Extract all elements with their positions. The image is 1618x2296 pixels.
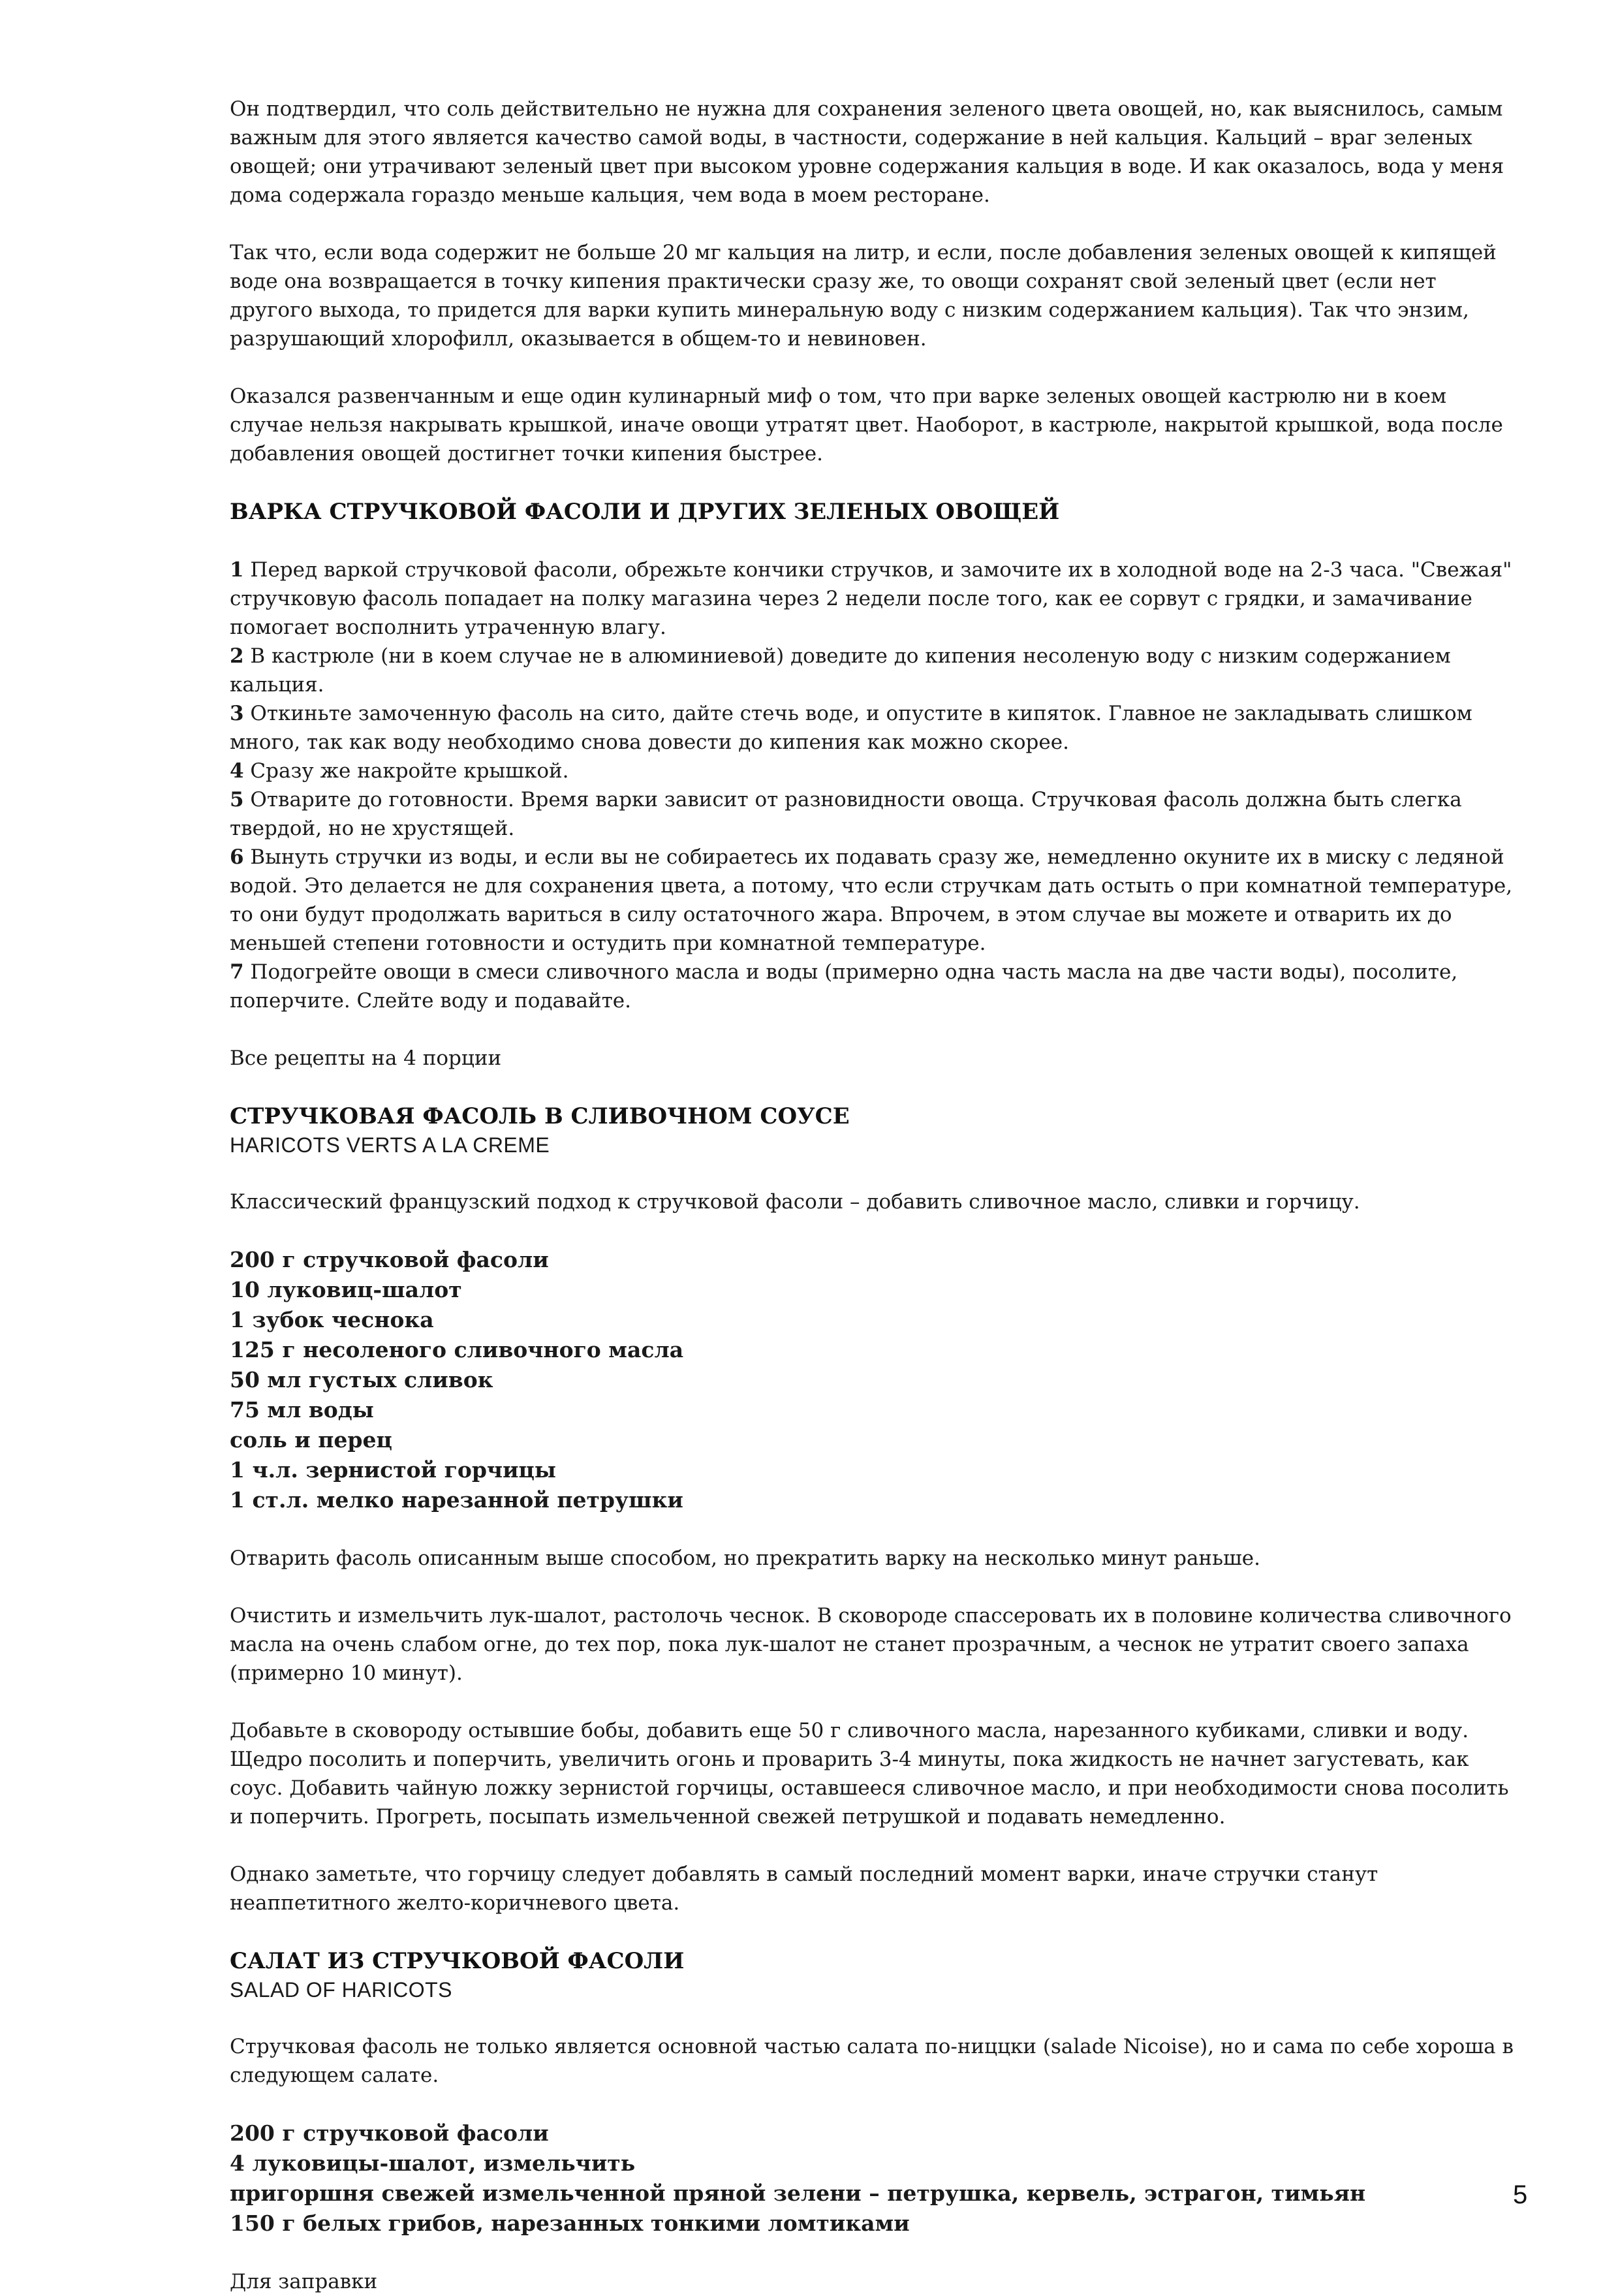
step-text: Сразу же накройте крышкой. <box>243 759 569 783</box>
ingredient-item: 1 ст.л. мелко нарезанной петрушки <box>230 1487 683 1513</box>
recipe-2-ingredients <box>230 2118 1528 2239</box>
ingredient-item: 50 мл густых сливок <box>230 1367 493 1392</box>
document-page <box>230 95 1528 2296</box>
step-number: 2 <box>230 644 244 668</box>
step-number: 7 <box>230 960 244 984</box>
recipe-1-title: СТРУЧКОВАЯ ФАСОЛЬ В СЛИВОЧНОМ СОУСЕ <box>230 1103 850 1129</box>
recipe-1-method-1: Отварить фасоль описанным выше способом, но прекратить варку на несколько минут раньше. <box>230 1547 1260 1570</box>
step-text: Вынуть стручки из воды, и если вы не собираетесь их подавать сразу же, немедленно окуните их в миску с ледяной водой. Это делается не для сохранения цвета, а потому, что если стручкам дать остыть о при комнатной температуре, то они будут продолжать вариться в силу остаточного жара. Впрочем, в этом случае вы можете и отварить их до меньшей степени готовности и остудить при комнатной температуре. <box>230 845 1513 955</box>
ingredient-item: 150 г белых грибов, нарезанных тонкими ломтиками <box>230 2210 910 2236</box>
step-6 <box>230 843 1525 958</box>
recipe-2-subtitle: SALAD OF HARICOTS <box>230 1978 452 2002</box>
step-1 <box>230 556 1525 642</box>
step-number: 3 <box>230 702 244 725</box>
recipe-1-method-2: Очистить и измельчить лук-шалот, растолочь чеснок. В сковороде спассеровать их в половине количества сливочного масла на очень слабом огне, до тех пор, пока лук-шалот не станет прозрачным, а чеснок не утратит своего запаха (примерно 10 минут). <box>230 1604 1512 1685</box>
page-number: 5 <box>1513 2180 1528 2209</box>
step-5 <box>230 785 1525 843</box>
ingredient-item: 200 г стручковой фасоли <box>230 2120 549 2146</box>
dressing-label: Для заправки <box>230 2270 378 2293</box>
step-text: Перед варкой стручковой фасоли, обрежьте кончики стручков, и замочите их в холодной воде на 2-3 часа. "Свежая" стручковую фасоль попадает на полку магазина через 2 недели после того, как ее сорвут с грядки, и замачивание помогает восполнить утраченную влагу. <box>230 558 1512 639</box>
ingredient-item: 1 ч.л. зернистой горчицы <box>230 1457 557 1483</box>
ingredient-item: 1 зубок чеснока <box>230 1307 434 1332</box>
ingredient-item: 4 луковицы-шалот, измельчить <box>230 2150 636 2176</box>
intro-paragraph-1: Он подтвердил, что соль действительно не нужна для сохранения зеленого цвета овощей, но, как выяснилось, самым важным для этого является качество самой воды, в частности, содержание в ней кальция. Кальций – враг зеленых овощей; они утрачивают зеленый цвет при высоком уровне содержания кальция в воде. И как оказалось, вода у меня дома содержала гораздо меньше кальция, чем вода в моем ресторане. <box>230 97 1504 207</box>
recipe-1-subtitle: HARICOTS VERTS A LA CREME <box>230 1133 550 1157</box>
ingredient-item: 125 г несоленого сливочного масла <box>230 1337 684 1362</box>
section-heading-cooking: ВАРКА СТРУЧКОВОЙ ФАСОЛИ И ДРУГИХ ЗЕЛЕНЫХ ОВОЩЕЙ <box>230 499 1060 525</box>
step-number: 6 <box>230 845 244 869</box>
ingredient-item: пригоршня свежей измельченной пряной зелени – петрушка, кервель, эстрагон, тимьян <box>230 2180 1366 2206</box>
step-2 <box>230 642 1525 699</box>
cooking-steps-list <box>230 556 1525 1015</box>
recipe-1-header <box>230 1101 1525 1159</box>
ingredient-item: 200 г стручковой фасоли <box>230 1247 549 1272</box>
step-text: Отварите до готовности. Время варки зависит от разновидности овоща. Стручковая фасоль должна быть слегка твердой, но не хрустящей. <box>230 788 1462 840</box>
step-number: 5 <box>230 788 244 811</box>
step-4 <box>230 757 1525 785</box>
ingredient-item: соль и перец <box>230 1427 392 1453</box>
intro-paragraph-3: Оказался развенчанным и еще один кулинарный миф о том, что при варке зеленых овощей кастрюлю ни в коем случае нельзя накрывать крышкой, иначе овощи утратят цвет. Наоборот, в кастрюле, накрытой крышкой, вода после добавления овощей достигнет точки кипения быстрее. <box>230 385 1503 465</box>
step-3 <box>230 699 1525 757</box>
step-7 <box>230 958 1525 1015</box>
ingredient-item: 75 мл воды <box>230 1397 374 1423</box>
recipe-1-intro: Классический французский подход к стручковой фасоли – добавить сливочное масло, сливки и горчицу. <box>230 1190 1360 1214</box>
intro-paragraph-2: Так что, если вода содержит не больше 20 мг кальция на литр, и если, после добавления зеленых овощей к кипящей воде она возвращается в точку кипения практически сразу же, то овощи сохранят свой зеленый цвет (если нет другого выхода, то придется для варки купить минеральную воду с низким содержанием кальция). Так что энзим, разрушающий хлорофилл, оказывается в общем-то и невиновен. <box>230 241 1497 351</box>
step-number: 4 <box>230 759 244 783</box>
recipe-2-title: САЛАТ ИЗ СТРУЧКОВОЙ ФАСОЛИ <box>230 1948 685 1974</box>
ingredient-item: 10 луковиц-шалот <box>230 1277 462 1302</box>
recipe-2-intro: Стручковая фасоль не только является основной частью салата по-ниццки (salade Nicoise), но и сама по себе хороша в следующем салате. <box>230 2035 1514 2087</box>
portions-note: Все рецепты на 4 порции <box>230 1046 502 1070</box>
step-text: Откиньте замоченную фасоль на сито, дайте стечь воде, и опустите в кипяток. Главное не закладывать слишком много, так как воду необходимо снова довести до кипения как можно скорее. <box>230 702 1472 754</box>
recipe-1-method-4: Однако заметьте, что горчицу следует добавлять в самый последний момент варки, иначе стручки станут неаппетитного желто-коричневого цвета. <box>230 1863 1378 1915</box>
step-text: В кастрюле (ни в коем случае не в алюминиевой) доведите до кипения несоленую воду с низким содержанием кальция. <box>230 644 1451 697</box>
step-number: 1 <box>230 558 244 582</box>
step-text: Подогрейте овощи в смеси сливочного масла и воды (примерно одна часть масла на две части воды), посолите, поперчите. Слейте воду и подавайте. <box>230 960 1458 1013</box>
recipe-2-header <box>230 1946 1525 2004</box>
recipe-1-method-3: Добавьте в сковороду остывшие бобы, добавить еще 50 г сливочного масла, нарезанного кубиками, сливки и воду. Щедро посолить и поперчить, увеличить огонь и проварить 3-4 минуты, пока жидкость не начнет загустевать, как соус. Добавить чайную ложку зернистой горчицы, оставшееся сливочное масло, и при необходимости снова посолить и поперчить. Прогреть, посыпать измельченной свежей петрушкой и подавать немедленно. <box>230 1719 1509 1829</box>
recipe-1-ingredients <box>230 1245 1525 1515</box>
